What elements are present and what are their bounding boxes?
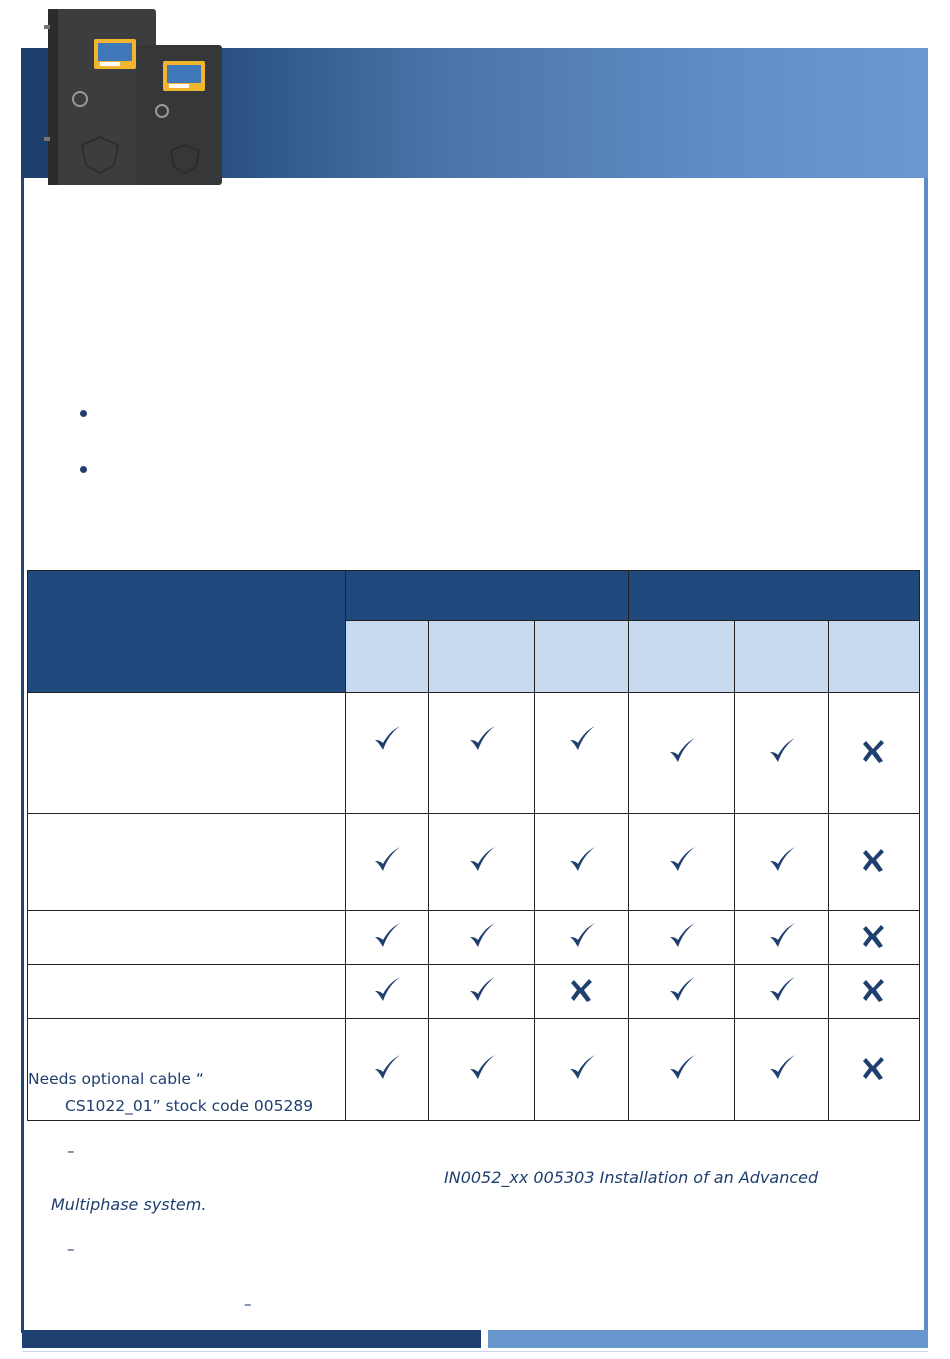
table-subheader xyxy=(829,621,920,693)
table-header-group-1 xyxy=(346,571,629,621)
table-subheader xyxy=(429,621,535,693)
row-label-line-1: Needs optional cable “ xyxy=(28,1070,204,1088)
row-label xyxy=(28,911,346,965)
right-border xyxy=(924,48,928,1333)
check-icon xyxy=(629,1019,735,1121)
note-dash-3: – xyxy=(244,1295,252,1313)
check-icon xyxy=(535,814,629,911)
check-icon xyxy=(429,965,535,1019)
note-dash-2: – xyxy=(67,1240,75,1258)
note-reference-line-1: IN0052_xx 005303 Installation of an Advanced xyxy=(444,1168,819,1187)
check-icon xyxy=(346,911,429,965)
row-label xyxy=(28,693,346,814)
check-icon xyxy=(535,911,629,965)
bullet-2 xyxy=(80,466,87,473)
cross-icon xyxy=(829,965,920,1019)
table-header-group-2 xyxy=(629,571,920,621)
check-icon xyxy=(429,1019,535,1121)
table-row xyxy=(28,1019,920,1121)
check-icon xyxy=(629,814,735,911)
footer-line xyxy=(22,1351,928,1352)
cross-icon xyxy=(535,965,629,1019)
check-icon xyxy=(629,693,735,814)
footer-bar-light xyxy=(488,1330,928,1348)
table-header-corner xyxy=(28,571,346,693)
footer-bar-dark xyxy=(22,1330,481,1348)
cross-icon xyxy=(829,693,920,814)
check-icon xyxy=(735,693,829,814)
check-icon xyxy=(535,693,629,814)
check-icon xyxy=(629,965,735,1019)
check-icon xyxy=(346,1019,429,1121)
check-icon xyxy=(735,1019,829,1121)
check-icon xyxy=(735,911,829,965)
compatibility-table xyxy=(27,570,920,1121)
note-dash-1: – xyxy=(67,1142,75,1160)
check-icon xyxy=(429,911,535,965)
cross-icon xyxy=(829,1019,920,1121)
table-row xyxy=(28,965,920,1019)
table-row xyxy=(28,693,920,814)
check-icon xyxy=(429,814,535,911)
row-label xyxy=(28,965,346,1019)
row-label-cable xyxy=(28,1019,346,1121)
left-border xyxy=(21,48,24,1333)
check-icon xyxy=(735,965,829,1019)
check-icon xyxy=(629,911,735,965)
check-icon xyxy=(346,693,429,814)
table-subheader xyxy=(735,621,829,693)
cross-icon xyxy=(829,911,920,965)
table-row xyxy=(28,911,920,965)
table-row xyxy=(28,814,920,911)
bullet-1 xyxy=(80,410,87,417)
check-icon xyxy=(429,693,535,814)
table-subheader xyxy=(535,621,629,693)
note-reference-line-2: Multiphase system. xyxy=(51,1195,207,1214)
table-subheader xyxy=(346,621,429,693)
check-icon xyxy=(735,814,829,911)
check-icon xyxy=(535,1019,629,1121)
row-label xyxy=(28,814,346,911)
row-label-line-2: CS1022_01” stock code 005289 xyxy=(65,1097,314,1115)
cross-icon xyxy=(829,814,920,911)
table-subheader xyxy=(629,621,735,693)
inverter-units-image xyxy=(40,5,225,190)
check-icon xyxy=(346,965,429,1019)
check-icon xyxy=(346,814,429,911)
